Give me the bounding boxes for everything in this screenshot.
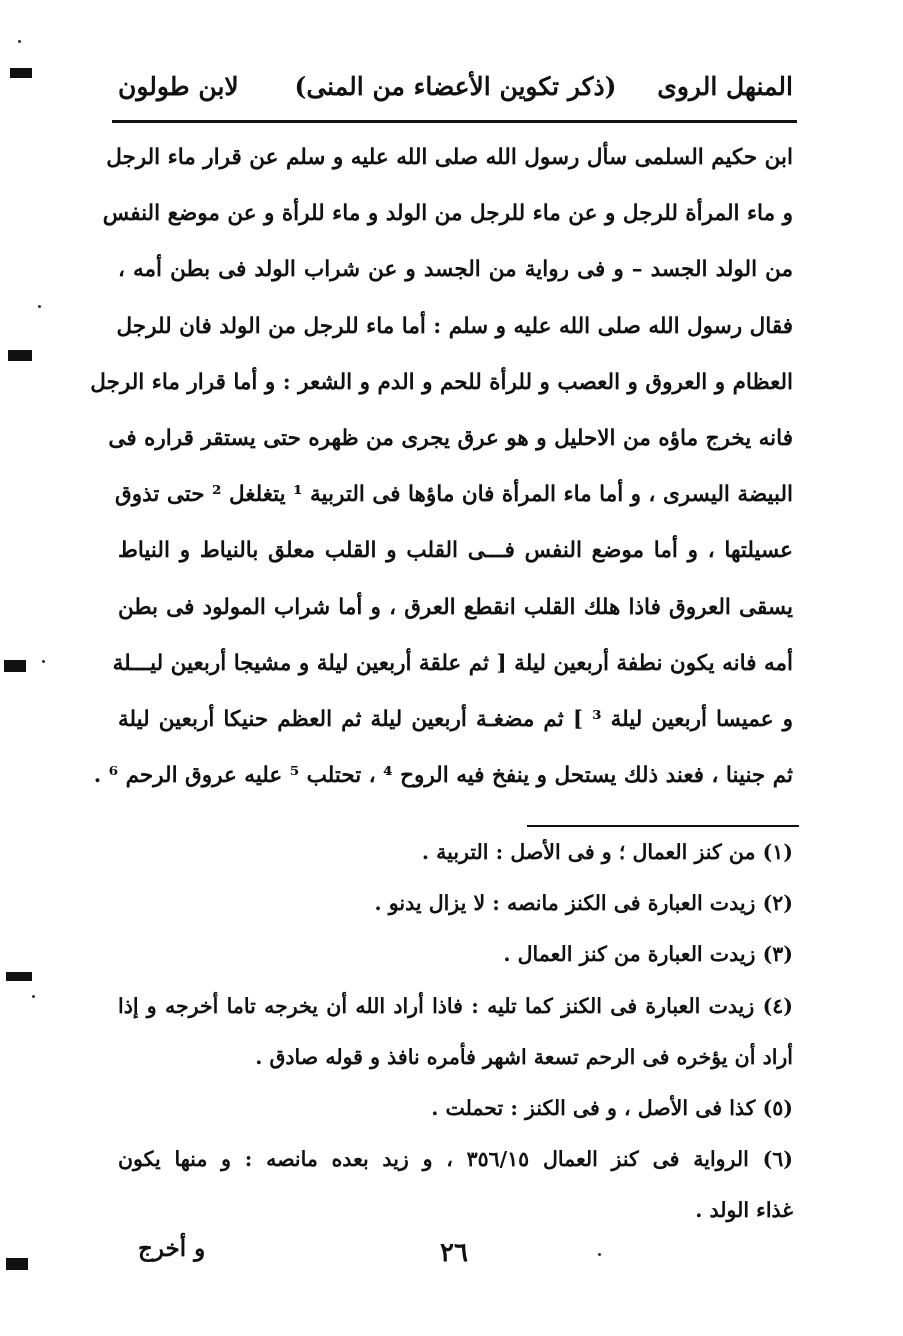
page-number: ٢٦ — [440, 1238, 468, 1268]
running-header — [118, 72, 793, 120]
footnotes — [118, 832, 793, 1242]
footnote-rule — [527, 825, 799, 827]
header-author: لابن طولون — [118, 72, 239, 101]
scan-speck — [38, 305, 41, 308]
scan-speck — [18, 40, 21, 43]
header-chapter-title: (ذكر تكوين الأعضاء من المنى) — [294, 72, 617, 101]
header-book-title: المنهل الروى — [657, 72, 793, 101]
body-text — [90, 136, 793, 810]
body-line: العظام و العروق و العصب و للرأة للحم و الدم و الشعر : و أما قرار ماء الرجل — [90, 369, 793, 395]
body-line: يسقى العروق فاذا هلك القلب انقطع العرق ، و أما شراب المولود فى بطن — [118, 594, 793, 620]
body-line: أمه فانه يكون نطفة أربعين ليلة [ ثم علقة أربعين ليلة و مشيجا أربعين ليـــلة — [112, 650, 793, 676]
binding-mark — [6, 972, 32, 981]
scan-speck — [32, 995, 35, 998]
binding-mark — [8, 350, 32, 361]
binding-mark — [4, 660, 26, 672]
footnote-4: (٤) زيدت العبارة فى الكنز كما تليه : فاذا أراد الله أن يخرجه تاما أخرجه و إذا — [118, 993, 793, 1018]
body-line: فانه يخرج ماؤه من الاحليل و هو عرق يجرى من ظهره حتى يستقر قراره فى — [108, 425, 793, 451]
scan-speck — [42, 660, 45, 663]
binding-mark — [10, 68, 32, 78]
body-line: ثم جنينا ، فعند ذلك يستحل و ينفخ فيه الروح ⁴ ، تحتلب ⁵ عليه عروق الرحم ⁶ . — [93, 763, 793, 789]
binding-mark — [6, 1258, 28, 1270]
header-rule — [112, 120, 797, 123]
footnote-2: (٢) زيدت العبارة فى الكنز مانصه : لا يزال يدنو . — [374, 891, 793, 916]
body-line: و ماء المرأة للرجل و عن ماء للرجل من الولد و ماء للرأة و عن موضع النفس — [102, 201, 793, 227]
body-line: من الولد الجسد – و فى رواية من الجسد و عن شراب الولد فى بطن أمه ، — [118, 257, 793, 283]
body-line: فقال رسول الله صلى الله عليه و سلم : أما ماء للرجل من الولد فان للرجل — [116, 313, 793, 339]
body-line: عسيلتها ، و أما موضع النفس فـــى القلب و القلب معلق بالنياط و النياط — [118, 538, 793, 564]
body-line: ابن حكيم السلمى سأل رسول الله صلى الله عليه و سلم عن قرار ماء الرجل — [106, 145, 793, 170]
footnote-1: (١) من كنز العمال ؛ و فى الأصل : التربية . — [421, 840, 793, 864]
footnote-4-continued: أراد أن يؤخره فى الرحم تسعة اشهر فأمره نافذ و قوله صادق . — [255, 1044, 793, 1069]
body-line: البيضة اليسرى ، و أما ماء المرأة فان ماؤها فى التربية ¹ يتغلغل ² حتى تذوق — [115, 482, 793, 508]
footnote-6: (٦) الرواية فى كنز العمال ٣٥٦/١٥ ، و زيد بعده مانصه : و منها يكون — [118, 1147, 793, 1172]
footnote-5: (٥) كذا فى الأصل ، و فى الكنز : تحملت . — [431, 1095, 793, 1120]
body-line: و عميسا أربعين ليلة ³ ] ثم مضغـة أربعين ليلة ثم العظم حنيكا أربعين ليلة — [118, 706, 793, 732]
footnote-6-continued: غذاء الولد . — [695, 1198, 793, 1223]
scan-speck — [598, 1253, 601, 1256]
catchword: و أخرج — [138, 1235, 206, 1262]
footnote-3: (٣) زيدت العبارة من كنز العمال . — [503, 942, 793, 967]
